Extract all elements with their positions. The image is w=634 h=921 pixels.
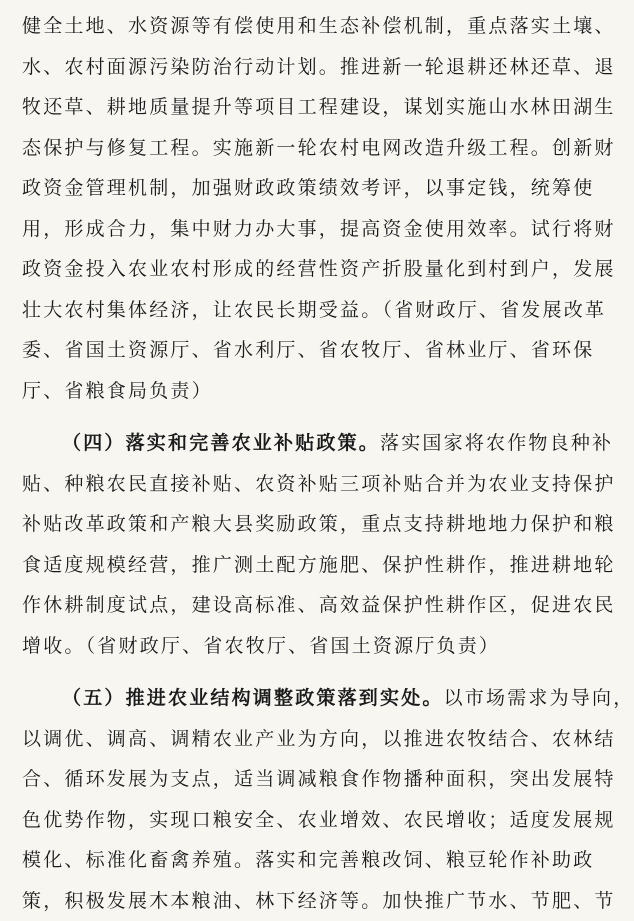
text-line: 健全土地、水资源等有偿使用和生态补偿机制，重点落实土壤、 xyxy=(22,6,603,47)
paragraph-gap xyxy=(22,666,603,678)
text-line: 色优势作物，实现口粮安全、农业增效、农民增收；适度发展规 xyxy=(22,800,603,841)
text-line: 水、农村面源污染防治行动计划。推进新一轮退耕还林还草、退 xyxy=(22,47,603,88)
text-line: 补贴改革政策和产粮大县奖励政策，重点支持耕地地力保护和粮 xyxy=(22,504,603,545)
paragraph-agricultural-subsidy xyxy=(22,423,603,666)
text-line: 贴、种粮农民直接补贴、农资补贴三项补贴合并为农业支持保护 xyxy=(22,464,603,505)
section-heading-five: （五）推进农业结构调整政策落到实处。 xyxy=(62,687,444,709)
paragraph-land-water xyxy=(22,6,603,411)
text-line: 作休耕制度试点，建设高标准、高效益保护性耕作区，促进农民 xyxy=(22,585,603,626)
text-line: 政资金管理机制，加强财政政策绩效考评，以事定钱，统筹使 xyxy=(22,168,603,209)
text-line: 合、循环发展为支点，适当调减粮食作物播种面积，突出发展特 xyxy=(22,759,603,800)
text-line xyxy=(22,423,603,464)
text-line: 厅、省粮食局负责） xyxy=(22,371,603,412)
paragraph-gap xyxy=(22,411,603,423)
section-heading-four: （四）落实和完善农业补贴政策。 xyxy=(62,432,380,454)
paragraph-structure-adjustment xyxy=(22,678,603,921)
text-line: 壮大农村集体经济，让农民长期受益。（省财政厅、省发展改革 xyxy=(22,290,603,331)
text-line xyxy=(22,678,603,719)
text-line: 态保护与修复工程。实施新一轮农村电网改造升级工程。创新财 xyxy=(22,128,603,169)
heading-line-rest: 以市场需求为导向， xyxy=(444,687,634,709)
text-line: 模化、标准化畜禽养殖。落实和完善粮改饲、粮豆轮作补助政 xyxy=(22,840,603,881)
text-line: 增收。（省财政厅、省农牧厅、省国土资源厅负责） xyxy=(22,626,603,667)
text-line: 策，积极发展木本粮油、林下经济等。加快推广节水、节肥、节 xyxy=(22,881,603,921)
text-line: 用，形成合力，集中财力办大事，提高资金使用效率。试行将财 xyxy=(22,209,603,250)
text-line: 以调优、调高、调精农业产业为方向，以推进农牧结合、农林结 xyxy=(22,719,603,760)
heading-line-rest: 落实国家将农作物良种补 xyxy=(380,432,613,454)
text-line: 食适度规模经营，推广测土配方施肥、保护性耕作，推进耕地轮 xyxy=(22,545,603,586)
text-line: 委、省国土资源厅、省水利厅、省农牧厅、省林业厅、省环保 xyxy=(22,330,603,371)
text-line: 牧还草、耕地质量提升等项目工程建设，谋划实施山水林田湖生 xyxy=(22,87,603,128)
text-line: 政资金投入农业农村形成的经营性资产折股量化到村到户，发展 xyxy=(22,249,603,290)
